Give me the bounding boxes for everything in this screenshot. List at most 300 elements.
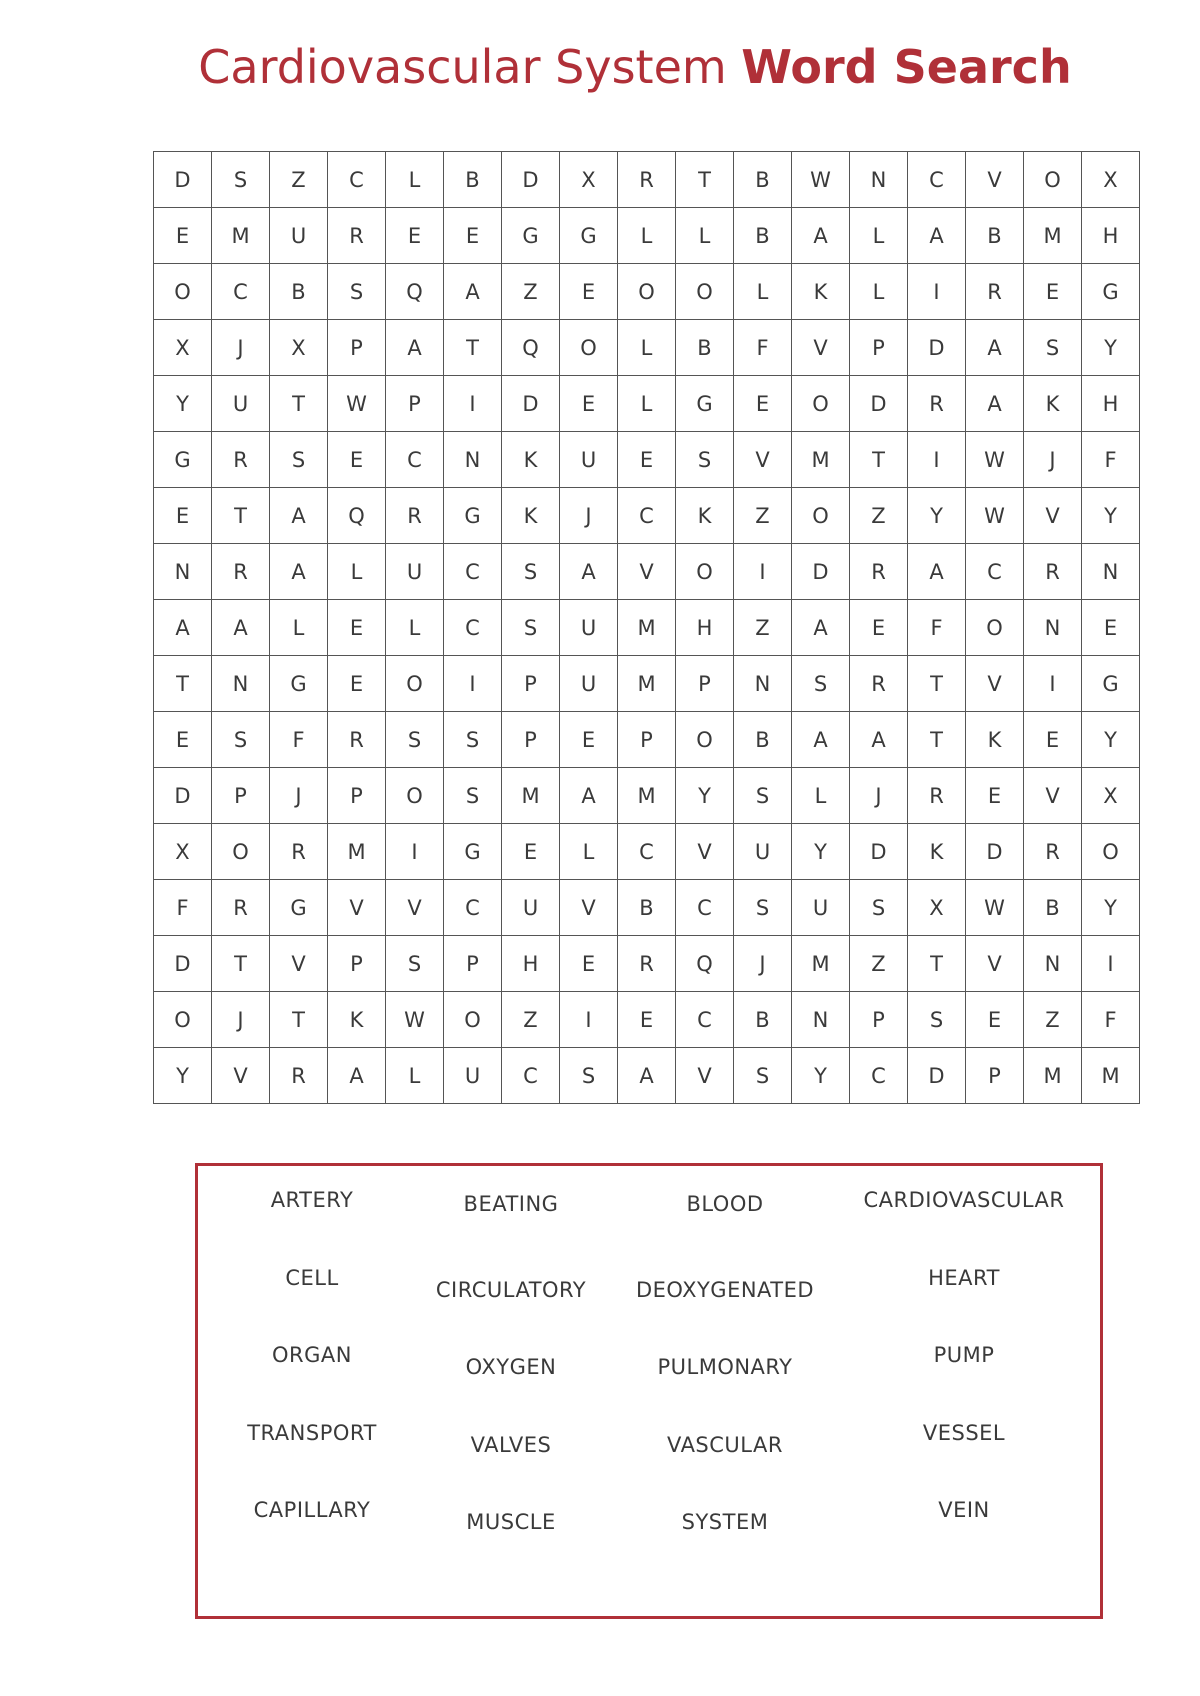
grid-cell[interactable]: R xyxy=(908,376,966,432)
grid-cell[interactable]: S xyxy=(502,600,560,656)
grid-cell[interactable]: U xyxy=(270,208,328,264)
grid-cell[interactable]: T xyxy=(850,432,908,488)
grid-cell[interactable]: N xyxy=(734,656,792,712)
grid-cell[interactable]: R xyxy=(850,656,908,712)
grid-cell[interactable]: A xyxy=(908,208,966,264)
grid-cell[interactable]: F xyxy=(1082,432,1140,488)
grid-row xyxy=(154,152,1140,208)
grid-cell[interactable]: O xyxy=(1024,152,1082,208)
grid-cell[interactable]: P xyxy=(328,320,386,376)
grid-cell[interactable]: K xyxy=(502,432,560,488)
grid-cell[interactable]: S xyxy=(734,880,792,936)
grid-cell[interactable]: B xyxy=(734,992,792,1048)
grid-cell[interactable]: G xyxy=(502,208,560,264)
grid-cell[interactable]: V xyxy=(966,936,1024,992)
grid-cell[interactable]: X xyxy=(560,152,618,208)
grid-cell[interactable]: L xyxy=(386,152,444,208)
grid-cell[interactable]: Y xyxy=(792,824,850,880)
grid-cell[interactable]: P xyxy=(850,320,908,376)
grid-cell[interactable]: J xyxy=(212,320,270,376)
grid-cell[interactable]: R xyxy=(618,936,676,992)
grid-cell[interactable]: N xyxy=(1024,936,1082,992)
grid-cell[interactable]: A xyxy=(966,376,1024,432)
grid-cell[interactable]: G xyxy=(676,376,734,432)
grid-cell[interactable]: Z xyxy=(1024,992,1082,1048)
grid-cell[interactable]: D xyxy=(154,768,212,824)
grid-cell[interactable]: V xyxy=(676,824,734,880)
grid-cell[interactable]: G xyxy=(444,824,502,880)
grid-cell[interactable]: M xyxy=(212,208,270,264)
grid-cell[interactable]: P xyxy=(618,712,676,768)
grid-cell[interactable]: Z xyxy=(850,488,908,544)
grid-cell[interactable]: T xyxy=(212,936,270,992)
grid-cell[interactable]: N xyxy=(154,544,212,600)
grid-cell[interactable]: F xyxy=(270,712,328,768)
grid-cell[interactable]: R xyxy=(908,768,966,824)
grid-cell[interactable]: B xyxy=(1024,880,1082,936)
grid-cell[interactable]: L xyxy=(850,264,908,320)
grid-cell[interactable]: X xyxy=(154,320,212,376)
grid-cell[interactable]: B xyxy=(966,208,1024,264)
grid-cell[interactable]: V xyxy=(212,1048,270,1104)
grid-cell[interactable]: D xyxy=(908,1048,966,1104)
grid-cell[interactable]: V xyxy=(1024,768,1082,824)
grid-cell[interactable]: V xyxy=(328,880,386,936)
grid-cell[interactable]: V xyxy=(966,656,1024,712)
grid-cell[interactable]: M xyxy=(618,656,676,712)
grid-cell[interactable]: L xyxy=(270,600,328,656)
grid-cell[interactable]: Q xyxy=(328,488,386,544)
grid-cell[interactable]: K xyxy=(966,712,1024,768)
grid-cell[interactable]: S xyxy=(386,712,444,768)
grid-cell[interactable]: P xyxy=(502,712,560,768)
grid-cell[interactable]: Y xyxy=(1082,320,1140,376)
grid-cell[interactable]: N xyxy=(212,656,270,712)
grid-cell[interactable]: B xyxy=(618,880,676,936)
grid-cell[interactable]: B xyxy=(676,320,734,376)
grid-cell[interactable]: D xyxy=(792,544,850,600)
grid-cell[interactable]: L xyxy=(850,208,908,264)
grid-cell[interactable]: P xyxy=(444,936,502,992)
grid-cell[interactable]: E xyxy=(560,376,618,432)
grid-cell[interactable]: E xyxy=(328,656,386,712)
grid-cell[interactable]: D xyxy=(502,152,560,208)
grid-cell[interactable]: K xyxy=(676,488,734,544)
page-title xyxy=(0,40,1200,94)
grid-cell[interactable]: J xyxy=(1024,432,1082,488)
grid-cell[interactable]: R xyxy=(1024,544,1082,600)
grid-cell[interactable]: M xyxy=(792,432,850,488)
grid-cell[interactable]: D xyxy=(908,320,966,376)
grid-cell[interactable]: L xyxy=(734,264,792,320)
grid-cell[interactable]: R xyxy=(212,432,270,488)
grid-cell[interactable]: C xyxy=(444,600,502,656)
grid-cell[interactable]: X xyxy=(1082,152,1140,208)
grid-cell[interactable]: I xyxy=(1082,936,1140,992)
grid-cell[interactable]: X xyxy=(908,880,966,936)
grid-cell[interactable]: V xyxy=(560,880,618,936)
grid-cell[interactable]: E xyxy=(618,992,676,1048)
grid-cell[interactable]: G xyxy=(270,656,328,712)
grid-cell[interactable]: T xyxy=(154,656,212,712)
grid-cell[interactable]: E xyxy=(560,264,618,320)
grid-cell[interactable]: S xyxy=(734,1048,792,1104)
grid-cell[interactable]: A xyxy=(908,544,966,600)
grid-cell[interactable]: K xyxy=(908,824,966,880)
grid-cell[interactable]: P xyxy=(966,1048,1024,1104)
grid-cell[interactable]: T xyxy=(270,376,328,432)
grid-cell[interactable]: F xyxy=(734,320,792,376)
grid-cell[interactable]: G xyxy=(270,880,328,936)
grid-cell[interactable]: L xyxy=(386,600,444,656)
grid-cell[interactable]: K xyxy=(1024,376,1082,432)
grid-cell[interactable]: R xyxy=(328,712,386,768)
grid-cell[interactable]: D xyxy=(154,936,212,992)
grid-cell[interactable]: S xyxy=(444,768,502,824)
grid-cell[interactable]: U xyxy=(502,880,560,936)
grid-cell[interactable]: Y xyxy=(676,768,734,824)
grid-cell[interactable]: H xyxy=(676,600,734,656)
grid-cell[interactable]: M xyxy=(618,600,676,656)
grid-cell[interactable]: Q xyxy=(502,320,560,376)
grid-cell[interactable]: G xyxy=(154,432,212,488)
grid-cell[interactable]: A xyxy=(560,544,618,600)
grid-cell[interactable]: E xyxy=(1024,712,1082,768)
grid-cell[interactable]: T xyxy=(676,152,734,208)
grid-cell[interactable]: H xyxy=(1082,208,1140,264)
grid-cell[interactable]: Z xyxy=(502,264,560,320)
grid-cell[interactable]: E xyxy=(386,208,444,264)
word-list-item: HEART xyxy=(928,1265,1000,1290)
grid-cell[interactable]: Z xyxy=(734,600,792,656)
grid-cell[interactable]: B xyxy=(734,712,792,768)
grid-cell[interactable]: P xyxy=(386,376,444,432)
grid-cell[interactable]: T xyxy=(444,320,502,376)
grid-cell[interactable]: O xyxy=(444,992,502,1048)
grid-cell[interactable]: E xyxy=(560,936,618,992)
grid-cell[interactable]: M xyxy=(328,824,386,880)
grid-cell[interactable]: C xyxy=(966,544,1024,600)
grid-cell[interactable]: I xyxy=(1024,656,1082,712)
grid-cell[interactable]: W xyxy=(966,432,1024,488)
grid-cell[interactable]: G xyxy=(1082,264,1140,320)
grid-cell[interactable]: G xyxy=(1082,656,1140,712)
grid-cell[interactable]: L xyxy=(618,208,676,264)
grid-cell[interactable]: A xyxy=(560,768,618,824)
grid-cell[interactable]: B xyxy=(444,152,502,208)
grid-cell[interactable]: R xyxy=(270,1048,328,1104)
grid-cell[interactable]: W xyxy=(966,880,1024,936)
grid-cell[interactable]: A xyxy=(386,320,444,376)
grid-cell[interactable]: O xyxy=(676,264,734,320)
grid-cell[interactable]: C xyxy=(386,432,444,488)
grid-cell[interactable]: S xyxy=(328,264,386,320)
grid-cell[interactable]: E xyxy=(1082,600,1140,656)
grid-cell[interactable]: U xyxy=(560,656,618,712)
grid-cell[interactable]: C xyxy=(618,488,676,544)
grid-cell[interactable]: E xyxy=(154,488,212,544)
grid-cell[interactable]: C xyxy=(908,152,966,208)
grid-cell[interactable]: I xyxy=(560,992,618,1048)
grid-cell[interactable]: E xyxy=(850,600,908,656)
grid-cell[interactable]: J xyxy=(212,992,270,1048)
grid-cell[interactable]: C xyxy=(618,824,676,880)
grid-cell[interactable]: W xyxy=(792,152,850,208)
grid-cell[interactable]: L xyxy=(676,208,734,264)
grid-cell[interactable]: V xyxy=(618,544,676,600)
grid-cell[interactable]: A xyxy=(792,712,850,768)
grid-cell[interactable]: S xyxy=(1024,320,1082,376)
grid-cell[interactable]: L xyxy=(792,768,850,824)
grid-cell[interactable]: O xyxy=(792,488,850,544)
grid-cell[interactable]: Y xyxy=(154,1048,212,1104)
grid-cell[interactable]: N xyxy=(1024,600,1082,656)
grid-cell[interactable]: U xyxy=(386,544,444,600)
grid-cell[interactable]: F xyxy=(908,600,966,656)
word-list-item: VEIN xyxy=(938,1498,990,1522)
grid-cell[interactable]: I xyxy=(908,264,966,320)
grid-cell[interactable]: C xyxy=(502,1048,560,1104)
grid-cell[interactable]: A xyxy=(154,600,212,656)
grid-cell[interactable]: A xyxy=(212,600,270,656)
grid-cell[interactable]: M xyxy=(1024,208,1082,264)
grid-cell[interactable]: M xyxy=(502,768,560,824)
grid-cell[interactable]: E xyxy=(154,712,212,768)
grid-cell[interactable]: O xyxy=(154,992,212,1048)
grid-cell[interactable]: D xyxy=(154,152,212,208)
grid-cell[interactable]: X xyxy=(270,320,328,376)
grid-cell[interactable]: B xyxy=(734,152,792,208)
title-bold: Word Search xyxy=(741,40,1072,94)
grid-cell[interactable]: J xyxy=(850,768,908,824)
grid-cell[interactable]: S xyxy=(734,768,792,824)
grid-cell[interactable]: K xyxy=(328,992,386,1048)
grid-cell[interactable]: O xyxy=(154,264,212,320)
grid-cell[interactable]: P xyxy=(502,656,560,712)
grid-cell[interactable]: O xyxy=(386,656,444,712)
grid-cell[interactable]: Z xyxy=(502,992,560,1048)
grid-cell[interactable]: C xyxy=(850,1048,908,1104)
word-list-item: TRANSPORT xyxy=(247,1420,377,1445)
grid-cell[interactable]: V xyxy=(270,936,328,992)
grid-cell[interactable]: P xyxy=(212,768,270,824)
grid-cell[interactable]: E xyxy=(966,768,1024,824)
grid-cell[interactable]: U xyxy=(444,1048,502,1104)
grid-cell[interactable]: O xyxy=(676,712,734,768)
grid-cell[interactable]: Y xyxy=(1082,488,1140,544)
grid-cell[interactable]: S xyxy=(212,152,270,208)
grid-cell[interactable]: C xyxy=(676,880,734,936)
grid-cell[interactable]: O xyxy=(212,824,270,880)
grid-cell[interactable]: E xyxy=(154,208,212,264)
grid-cell[interactable]: A xyxy=(792,600,850,656)
grid-cell[interactable]: O xyxy=(792,376,850,432)
grid-cell[interactable]: Z xyxy=(270,152,328,208)
grid-cell[interactable]: P xyxy=(676,656,734,712)
grid-cell[interactable]: R xyxy=(328,208,386,264)
grid-cell[interactable]: A xyxy=(444,264,502,320)
grid-cell[interactable]: R xyxy=(386,488,444,544)
grid-cell[interactable]: A xyxy=(618,1048,676,1104)
grid-cell[interactable]: U xyxy=(734,824,792,880)
grid-cell[interactable]: Y xyxy=(908,488,966,544)
grid-cell[interactable]: H xyxy=(502,936,560,992)
grid-cell[interactable]: I xyxy=(734,544,792,600)
grid-cell[interactable]: E xyxy=(502,824,560,880)
grid-cell[interactable]: W xyxy=(386,992,444,1048)
grid-cell[interactable]: F xyxy=(154,880,212,936)
grid-cell[interactable]: L xyxy=(328,544,386,600)
grid-cell[interactable]: V xyxy=(966,152,1024,208)
grid-cell[interactable]: U xyxy=(560,432,618,488)
grid-cell[interactable]: A xyxy=(850,712,908,768)
grid-cell[interactable]: S xyxy=(560,1048,618,1104)
grid-cell[interactable]: K xyxy=(792,264,850,320)
grid-cell[interactable]: U xyxy=(792,880,850,936)
grid-cell[interactable]: I xyxy=(908,432,966,488)
grid-cell[interactable]: E xyxy=(444,208,502,264)
grid-cell[interactable]: D xyxy=(502,376,560,432)
grid-cell[interactable]: N xyxy=(444,432,502,488)
grid-cell[interactable]: G xyxy=(560,208,618,264)
grid-cell[interactable]: C xyxy=(444,544,502,600)
grid-cell[interactable]: D xyxy=(850,376,908,432)
grid-cell[interactable]: E xyxy=(560,712,618,768)
grid-cell[interactable]: S xyxy=(502,544,560,600)
grid-cell[interactable]: K xyxy=(502,488,560,544)
grid-cell[interactable]: C xyxy=(328,152,386,208)
grid-cell[interactable]: A xyxy=(328,1048,386,1104)
grid-cell[interactable]: F xyxy=(1082,992,1140,1048)
grid-cell[interactable]: A xyxy=(270,544,328,600)
grid-cell[interactable]: C xyxy=(676,992,734,1048)
grid-row xyxy=(154,880,1140,936)
grid-cell[interactable]: J xyxy=(734,936,792,992)
grid-cell[interactable]: B xyxy=(734,208,792,264)
grid-cell[interactable]: B xyxy=(270,264,328,320)
grid-cell[interactable]: T xyxy=(270,992,328,1048)
grid-cell[interactable]: L xyxy=(618,320,676,376)
grid-cell[interactable]: Z xyxy=(734,488,792,544)
grid-cell[interactable]: X xyxy=(154,824,212,880)
grid-cell[interactable]: Q xyxy=(676,936,734,992)
grid-cell[interactable]: W xyxy=(328,376,386,432)
grid-cell[interactable]: Y xyxy=(1082,880,1140,936)
grid-cell[interactable]: Z xyxy=(850,936,908,992)
grid-cell[interactable]: M xyxy=(1082,1048,1140,1104)
grid-cell[interactable]: J xyxy=(270,768,328,824)
grid-cell[interactable]: S xyxy=(676,432,734,488)
word-list-item: VESSEL xyxy=(922,1420,1006,1445)
grid-row xyxy=(154,600,1140,656)
grid-cell[interactable]: O xyxy=(386,768,444,824)
grid-cell[interactable]: S xyxy=(270,432,328,488)
grid-cell[interactable]: D xyxy=(966,824,1024,880)
grid-cell[interactable]: A xyxy=(966,320,1024,376)
grid-cell[interactable]: M xyxy=(792,936,850,992)
grid-cell[interactable]: V xyxy=(792,320,850,376)
grid-cell[interactable]: U xyxy=(212,376,270,432)
grid-cell[interactable]: L xyxy=(560,824,618,880)
grid-cell[interactable]: C xyxy=(444,880,502,936)
grid-cell[interactable]: Q xyxy=(386,264,444,320)
grid-cell[interactable]: T xyxy=(908,656,966,712)
grid-cell[interactable]: V xyxy=(676,1048,734,1104)
grid-cell[interactable]: O xyxy=(618,264,676,320)
grid-cell[interactable]: G xyxy=(444,488,502,544)
grid-cell[interactable]: S xyxy=(792,656,850,712)
grid-cell[interactable]: I xyxy=(444,376,502,432)
grid-cell[interactable]: R xyxy=(966,264,1024,320)
grid-cell[interactable]: R xyxy=(850,544,908,600)
grid-cell[interactable]: R xyxy=(212,544,270,600)
grid-cell[interactable]: E xyxy=(328,600,386,656)
grid-cell[interactable]: T xyxy=(212,488,270,544)
grid-cell[interactable]: Y xyxy=(1082,712,1140,768)
grid-cell[interactable]: O xyxy=(1082,824,1140,880)
grid-cell[interactable]: E xyxy=(966,992,1024,1048)
grid-cell[interactable]: R xyxy=(618,152,676,208)
grid-cell[interactable]: H xyxy=(1082,376,1140,432)
grid-cell[interactable]: V xyxy=(1024,488,1082,544)
grid-cell[interactable]: O xyxy=(560,320,618,376)
grid-cell[interactable]: O xyxy=(966,600,1024,656)
grid-cell[interactable]: R xyxy=(270,824,328,880)
grid-cell[interactable]: S xyxy=(444,712,502,768)
grid-cell[interactable]: S xyxy=(212,712,270,768)
grid-cell[interactable]: L xyxy=(386,1048,444,1104)
grid-cell[interactable]: P xyxy=(850,992,908,1048)
grid-cell[interactable]: T xyxy=(908,712,966,768)
grid-cell[interactable]: V xyxy=(734,432,792,488)
grid-cell[interactable]: M xyxy=(1024,1048,1082,1104)
grid-cell[interactable]: E xyxy=(328,432,386,488)
grid-cell[interactable]: E xyxy=(1024,264,1082,320)
grid-cell[interactable]: T xyxy=(908,936,966,992)
grid-cell[interactable]: P xyxy=(328,768,386,824)
grid-cell[interactable]: E xyxy=(618,432,676,488)
grid-cell[interactable]: A xyxy=(270,488,328,544)
grid-cell[interactable]: I xyxy=(444,656,502,712)
grid-cell[interactable]: I xyxy=(386,824,444,880)
grid-cell[interactable]: S xyxy=(386,936,444,992)
grid-cell[interactable]: U xyxy=(560,600,618,656)
word-list-item: MUSCLE xyxy=(466,1510,556,1534)
grid-cell[interactable]: Y xyxy=(792,1048,850,1104)
grid-cell[interactable]: A xyxy=(792,208,850,264)
grid-cell[interactable]: P xyxy=(328,936,386,992)
grid-cell[interactable]: W xyxy=(966,488,1024,544)
grid-cell[interactable]: R xyxy=(212,880,270,936)
grid-cell[interactable]: R xyxy=(1024,824,1082,880)
grid-cell[interactable]: N xyxy=(792,992,850,1048)
grid-cell[interactable]: Y xyxy=(154,376,212,432)
grid-cell[interactable]: S xyxy=(850,880,908,936)
grid-cell[interactable]: J xyxy=(560,488,618,544)
grid-cell[interactable]: E xyxy=(734,376,792,432)
grid-cell[interactable]: M xyxy=(618,768,676,824)
grid-cell[interactable]: L xyxy=(618,376,676,432)
grid-cell[interactable]: V xyxy=(386,880,444,936)
grid-cell[interactable]: N xyxy=(1082,544,1140,600)
grid-cell[interactable]: N xyxy=(850,152,908,208)
word-list-item: CELL xyxy=(285,1265,339,1290)
grid-cell[interactable]: D xyxy=(850,824,908,880)
grid-cell[interactable]: O xyxy=(676,544,734,600)
grid-cell[interactable]: C xyxy=(212,264,270,320)
grid-cell[interactable]: S xyxy=(908,992,966,1048)
grid-cell[interactable]: X xyxy=(1082,768,1140,824)
